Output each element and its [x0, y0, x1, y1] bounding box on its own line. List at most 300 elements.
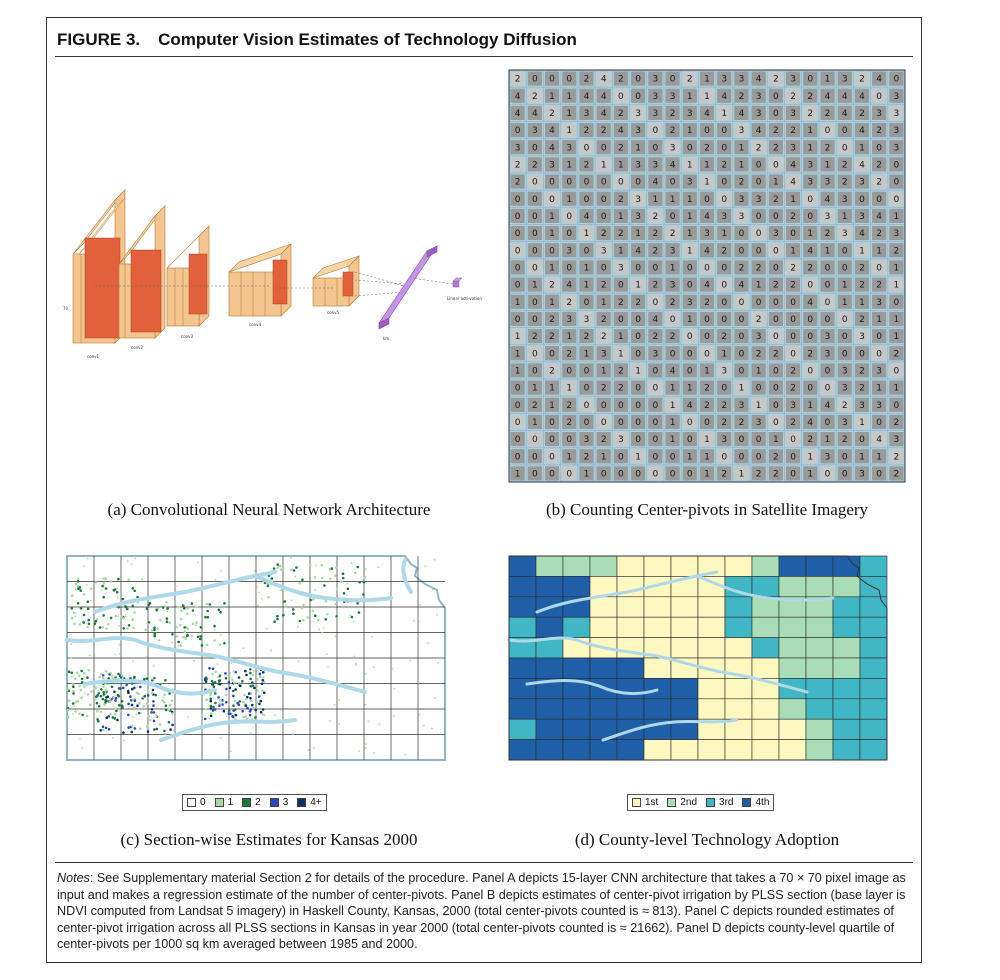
- pivot-dot: [225, 694, 228, 697]
- legend-d-item: [742, 797, 769, 808]
- pivot-dot: [427, 642, 429, 644]
- grid-digit: 0: [531, 314, 538, 325]
- county-cell: [671, 556, 698, 576]
- legend-d-swatch-2nd: [667, 798, 676, 807]
- grid-digit: 1: [549, 229, 555, 240]
- pivot-dot: [165, 704, 168, 707]
- pivot-dot: [127, 703, 130, 706]
- county-cell: [590, 597, 617, 617]
- grid-digit: 0: [600, 143, 607, 154]
- pivot-dot: [68, 699, 71, 702]
- grid-digit: 4: [790, 160, 796, 171]
- pivot-dot: [340, 580, 343, 583]
- pivot-dot: [437, 662, 439, 664]
- pivot-dot: [112, 737, 114, 739]
- conv1-label: conv1: [87, 354, 100, 359]
- legend-c-label: 2: [255, 797, 261, 808]
- grid-digit: 0: [686, 143, 693, 154]
- grid-digit: 0: [773, 160, 779, 171]
- pivot-dot: [214, 692, 217, 695]
- grid-digit: 3: [669, 280, 676, 291]
- pivot-dot: [318, 629, 320, 631]
- grid-digit: 0: [738, 332, 745, 343]
- pivot-dot: [165, 601, 168, 604]
- grid-digit: 2: [773, 143, 779, 154]
- notes-lead: Notes: [57, 871, 90, 885]
- county-cell: [725, 617, 752, 637]
- grid-digit: 2: [618, 229, 624, 240]
- pivot-dot: [329, 720, 331, 722]
- pivot-dot: [302, 619, 305, 622]
- county-cell: [833, 740, 860, 760]
- pivot-dot: [219, 699, 222, 702]
- grid-digit: 3: [686, 108, 693, 119]
- pivot-dot: [127, 714, 130, 717]
- grid-digit: 3: [704, 229, 710, 240]
- pivot-dot: [250, 708, 253, 711]
- pivot-dot: [144, 629, 147, 632]
- grid-digit: 2: [893, 417, 900, 428]
- grid-digit: 1: [859, 452, 865, 463]
- pivot-dot: [187, 607, 190, 610]
- county-cell: [698, 699, 725, 719]
- grid-digit: 1: [600, 297, 607, 308]
- grid-digit: 0: [686, 435, 693, 446]
- pivot-dot: [292, 612, 295, 615]
- county-cell: [590, 556, 617, 576]
- grid-digit: 2: [618, 108, 624, 119]
- pivot-dot: [254, 709, 257, 712]
- grid-digit: 0: [824, 126, 831, 137]
- pivot-dot: [207, 616, 210, 619]
- pivot-dot: [80, 670, 83, 673]
- pivot-dot: [393, 688, 395, 690]
- pivot-dot: [233, 670, 236, 673]
- grid-digit: 0: [600, 417, 607, 428]
- grid-digit: 0: [876, 194, 883, 205]
- pivot-dot: [191, 635, 194, 638]
- county-cell: [644, 699, 671, 719]
- grid-digit: 2: [721, 246, 728, 257]
- pivot-dot: [163, 693, 166, 696]
- grid-digit: 0: [790, 349, 796, 360]
- pivot-dot: [79, 589, 82, 592]
- grid-digit: 0: [549, 452, 555, 463]
- grid-digit: 0: [566, 229, 573, 240]
- pivot-dot: [223, 602, 226, 605]
- grid-digit: 3: [841, 383, 848, 394]
- legend-d-swatch-3rd: [706, 798, 715, 807]
- grid-digit: 0: [652, 435, 659, 446]
- pivot-dot: [261, 683, 264, 686]
- grid-digit: 1: [824, 435, 831, 446]
- grid-digit: 1: [686, 452, 693, 463]
- county-cell: [752, 556, 779, 576]
- county-cell: [563, 617, 590, 637]
- county-cell: [860, 638, 887, 658]
- pivot-dot: [171, 642, 173, 644]
- pivot-dot: [267, 585, 270, 588]
- pivot-dot: [313, 747, 315, 749]
- grid-digit: 0: [583, 417, 590, 428]
- grid-digit: 2: [669, 229, 676, 240]
- pivot-dot: [121, 700, 124, 703]
- pivot-dot: [169, 728, 172, 731]
- pivot-dot: [220, 737, 222, 739]
- grid-digit: 0: [652, 469, 659, 480]
- grid-digit: 1: [566, 332, 573, 343]
- grid-digit: 0: [566, 366, 573, 377]
- grid-digit: 2: [859, 280, 865, 291]
- pivot-dot: [151, 629, 154, 632]
- pivot-dot: [241, 710, 244, 713]
- pivot-dot: [133, 590, 136, 593]
- pivot-dot: [228, 710, 231, 713]
- pivot-dot: [125, 684, 128, 687]
- pivot-dot: [293, 569, 296, 572]
- grid-digit: 2: [790, 417, 796, 428]
- pivot-dot: [192, 623, 195, 626]
- pivot-dot: [136, 692, 139, 695]
- pivot-dot: [121, 705, 124, 708]
- grid-digit: 0: [773, 297, 779, 308]
- pivot-dot: [334, 635, 336, 637]
- pivot-dot: [234, 688, 237, 691]
- grid-digit: 3: [721, 366, 728, 377]
- pivot-dot: [174, 612, 177, 615]
- grid-digit: 3: [721, 435, 728, 446]
- grid-digit: 2: [807, 263, 814, 274]
- pivot-dot: [292, 608, 295, 611]
- grid-digit: 4: [635, 246, 641, 257]
- pivot-dot: [365, 704, 367, 706]
- pivot-dot: [436, 614, 438, 616]
- grid-digit: 0: [514, 194, 521, 205]
- grid-digit: 4: [859, 126, 865, 137]
- grid-digit: 1: [514, 469, 521, 480]
- grid-digit: 0: [618, 452, 624, 463]
- pivot-dot: [356, 566, 359, 569]
- legend-d-label: 1st: [645, 797, 659, 808]
- pivot-dot: [125, 615, 127, 617]
- grid-digit: 2: [566, 417, 573, 428]
- pivot-dot: [245, 698, 248, 701]
- pivot-dot: [355, 664, 357, 666]
- grid-digit: 0: [600, 263, 607, 274]
- pivot-dot: [102, 725, 105, 728]
- county-cell: [806, 699, 833, 719]
- pivot-dot: [153, 711, 156, 714]
- pivot-dot: [331, 567, 334, 570]
- pivot-dot: [225, 677, 228, 680]
- grid-digit: 0: [514, 126, 521, 137]
- grid-digit: 0: [514, 383, 521, 394]
- grid-digit: 2: [755, 314, 762, 325]
- grid-digit: 0: [807, 280, 814, 291]
- pivot-dot: [77, 578, 80, 581]
- grid-digit: 2: [807, 91, 814, 102]
- grid-digit: 0: [566, 435, 573, 446]
- pivot-dot: [253, 687, 256, 690]
- county-cell: [644, 617, 671, 637]
- pivot-dot: [180, 644, 183, 647]
- pivot-dot: [136, 713, 138, 715]
- pivot-dot: [131, 688, 134, 691]
- pivot-dot: [239, 684, 242, 687]
- pivot-dot: [290, 557, 292, 559]
- county-cell: [509, 678, 536, 698]
- county-cell: [860, 617, 887, 637]
- pivot-dot: [250, 685, 253, 688]
- grid-digit: 2: [618, 383, 624, 394]
- pivot-dot: [83, 672, 86, 675]
- pivot-dot: [282, 568, 285, 571]
- grid-digit: 2: [704, 383, 710, 394]
- grid-digit: 2: [841, 160, 848, 171]
- pivot-dot: [89, 733, 91, 735]
- grid-digit: 2: [514, 160, 521, 171]
- grid-digit: 1: [686, 194, 693, 205]
- pivot-dot: [262, 708, 265, 711]
- county-cell: [752, 719, 779, 739]
- pivot-dot: [336, 588, 339, 591]
- grid-digit: 2: [824, 143, 831, 154]
- pivot-dot: [139, 728, 142, 731]
- pivot-dot: [232, 709, 235, 712]
- grid-digit: 0: [514, 417, 521, 428]
- grid-digit: 2: [652, 332, 659, 343]
- grid-digit: 1: [755, 400, 762, 411]
- grid-digit: 1: [790, 246, 796, 257]
- pivot-dot: [84, 693, 86, 695]
- pivot-dot: [102, 596, 105, 599]
- county-cell: [671, 617, 698, 637]
- pivot-dot: [299, 582, 302, 585]
- pivot-dot: [119, 653, 121, 655]
- grid-digit: 0: [583, 383, 590, 394]
- pivot-dot: [146, 677, 149, 680]
- pivot-dot: [365, 747, 367, 749]
- county-cell: [698, 597, 725, 617]
- grid-digit: 0: [652, 143, 659, 154]
- grid-digit: 0: [755, 246, 762, 257]
- grid-digit: 0: [669, 74, 676, 85]
- grid-digit: 1: [549, 400, 555, 411]
- grid-digit: 3: [652, 349, 659, 360]
- pivot-dot: [90, 690, 93, 693]
- grid-digit: 0: [549, 349, 555, 360]
- pivot-dot: [377, 566, 379, 568]
- grid-digit: 0: [531, 246, 538, 257]
- pivot-dot: [87, 600, 90, 603]
- grid-digit: 0: [531, 177, 538, 188]
- pivot-dot: [258, 703, 261, 706]
- pivot-dot: [309, 599, 312, 602]
- grid-digit: 0: [704, 194, 710, 205]
- county-cell: [833, 638, 860, 658]
- legend-d-label: 2nd: [680, 797, 698, 808]
- grid-digit: 0: [859, 194, 865, 205]
- pivot-dot: [326, 654, 328, 656]
- grid-digit: 1: [566, 452, 573, 463]
- pivot-dot: [124, 605, 127, 608]
- grid-digit: 0: [738, 246, 745, 257]
- pivot-dot: [151, 678, 153, 680]
- pivot-dot: [132, 716, 134, 718]
- grid-digit: 0: [600, 400, 607, 411]
- grid-digit: 2: [600, 126, 607, 137]
- pivot-dot: [276, 563, 279, 566]
- pivot-dot: [102, 626, 105, 629]
- grid-digit: 0: [600, 194, 607, 205]
- county-cell: [779, 699, 806, 719]
- pivot-dot: [302, 604, 305, 607]
- grid-digit: 2: [531, 160, 538, 171]
- grid-digit: 3: [652, 160, 659, 171]
- figure-label: FIGURE 3.: [57, 30, 141, 49]
- grid-digit: 3: [669, 91, 676, 102]
- pivot-dot: [132, 627, 135, 630]
- grid-digit: 3: [755, 417, 762, 428]
- pivot-dot: [371, 636, 373, 638]
- pivot-dot: [114, 675, 116, 677]
- grid-digit: 2: [566, 400, 573, 411]
- pivot-dot: [111, 675, 114, 678]
- grid-digit: 2: [790, 366, 796, 377]
- pivot-dot: [229, 713, 232, 716]
- grid-digit: 0: [514, 211, 521, 222]
- grid-digit: 0: [635, 469, 641, 480]
- grid-digit: 1: [893, 280, 900, 291]
- grid-digit: 2: [824, 108, 831, 119]
- grid-digit: 2: [514, 177, 521, 188]
- pivot-dot: [152, 704, 155, 707]
- pivot-dot: [253, 670, 255, 672]
- pivot-dot: [80, 689, 83, 692]
- pivot-dot: [262, 676, 265, 679]
- grid-digit: 2: [773, 349, 779, 360]
- pivot-dot: [175, 586, 177, 588]
- pivot-dot: [309, 564, 312, 567]
- pivot-dot: [73, 611, 76, 614]
- pivot-dot: [79, 623, 82, 626]
- grid-digit: 0: [755, 297, 762, 308]
- grid-digit: 3: [824, 211, 831, 222]
- grid-digit: 1: [686, 383, 693, 394]
- pivot-dot: [101, 585, 104, 588]
- grid-digit: 4: [859, 160, 865, 171]
- grid-digit: 0: [583, 143, 590, 154]
- grid-digit: 0: [824, 366, 831, 377]
- grid-digit: 2: [669, 126, 676, 137]
- grid-digit: 3: [618, 263, 624, 274]
- grid-digit: 0: [618, 469, 624, 480]
- grid-digit: 1: [669, 263, 676, 274]
- grid-digit: 0: [669, 177, 676, 188]
- pivot-dot: [96, 702, 99, 705]
- pivot-dot: [73, 623, 76, 626]
- pivot-dot: [205, 698, 208, 701]
- pivot-dot: [168, 622, 171, 625]
- grid-digit: 1: [859, 297, 865, 308]
- grid-digit: 2: [583, 160, 590, 171]
- pivot-dot: [175, 626, 178, 629]
- grid-digit: 0: [531, 211, 538, 222]
- pivot-dot: [214, 579, 216, 581]
- pivot-dot: [245, 674, 248, 677]
- grid-digit: 2: [841, 435, 848, 446]
- pivot-dot: [418, 682, 420, 684]
- grid-digit: 2: [549, 280, 555, 291]
- grid-digit: 0: [635, 435, 641, 446]
- county-cell: [644, 740, 671, 760]
- county-cell: [806, 678, 833, 698]
- pivot-dot: [83, 593, 86, 596]
- grid-digit: 0: [669, 211, 676, 222]
- county-cell: [698, 740, 725, 760]
- grid-digit: 3: [859, 177, 865, 188]
- grid-digit: 0: [721, 194, 728, 205]
- pivot-dot: [74, 677, 77, 680]
- county-cell: [779, 556, 806, 576]
- grid-digit: 1: [807, 143, 814, 154]
- grid-digit: 4: [514, 108, 521, 119]
- grid-digit: 1: [583, 469, 590, 480]
- pivot-dot: [205, 708, 208, 711]
- figure-notes: [57, 870, 913, 953]
- grid-digit: 0: [841, 452, 848, 463]
- pivot-dot: [128, 624, 131, 627]
- grid-digit: 0: [531, 435, 538, 446]
- grid-digit: 0: [755, 229, 762, 240]
- pivot-dot: [77, 602, 80, 605]
- conv1-block: [73, 190, 125, 343]
- grid-digit: 3: [893, 435, 900, 446]
- pivot-dot: [154, 694, 157, 697]
- grid-digit: 2: [549, 366, 555, 377]
- county-cell: [725, 740, 752, 760]
- pivot-dot: [301, 607, 304, 610]
- pivot-dot: [186, 612, 189, 615]
- grid-digit: 0: [859, 435, 865, 446]
- grid-digit: 1: [841, 280, 848, 291]
- pivot-dot: [180, 610, 182, 612]
- pivot-dot: [96, 710, 99, 713]
- pivot-dot: [325, 618, 328, 621]
- pivot-dot: [277, 566, 280, 569]
- pivot-dot: [108, 728, 111, 731]
- grid-digit: 3: [841, 417, 848, 428]
- pivot-dot: [271, 577, 274, 580]
- grid-digit: 0: [773, 400, 779, 411]
- pivot-dot: [232, 695, 235, 698]
- grid-digit: 0: [841, 263, 848, 274]
- pivot-dot: [342, 577, 345, 580]
- pivot-dot: [334, 704, 336, 706]
- grid-digit: 2: [876, 160, 883, 171]
- pivot-dot: [193, 660, 195, 662]
- grid-digit: 4: [618, 126, 624, 137]
- county-cell: [617, 617, 644, 637]
- pivot-dot: [343, 592, 346, 595]
- grid-digit: 1: [686, 246, 693, 257]
- grid-digit: 3: [755, 91, 762, 102]
- county-cell: [617, 658, 644, 678]
- grid-digit: 0: [807, 74, 814, 85]
- grid-digit: 1: [686, 229, 693, 240]
- grid-digit: 0: [807, 383, 814, 394]
- county-cell: [779, 658, 806, 678]
